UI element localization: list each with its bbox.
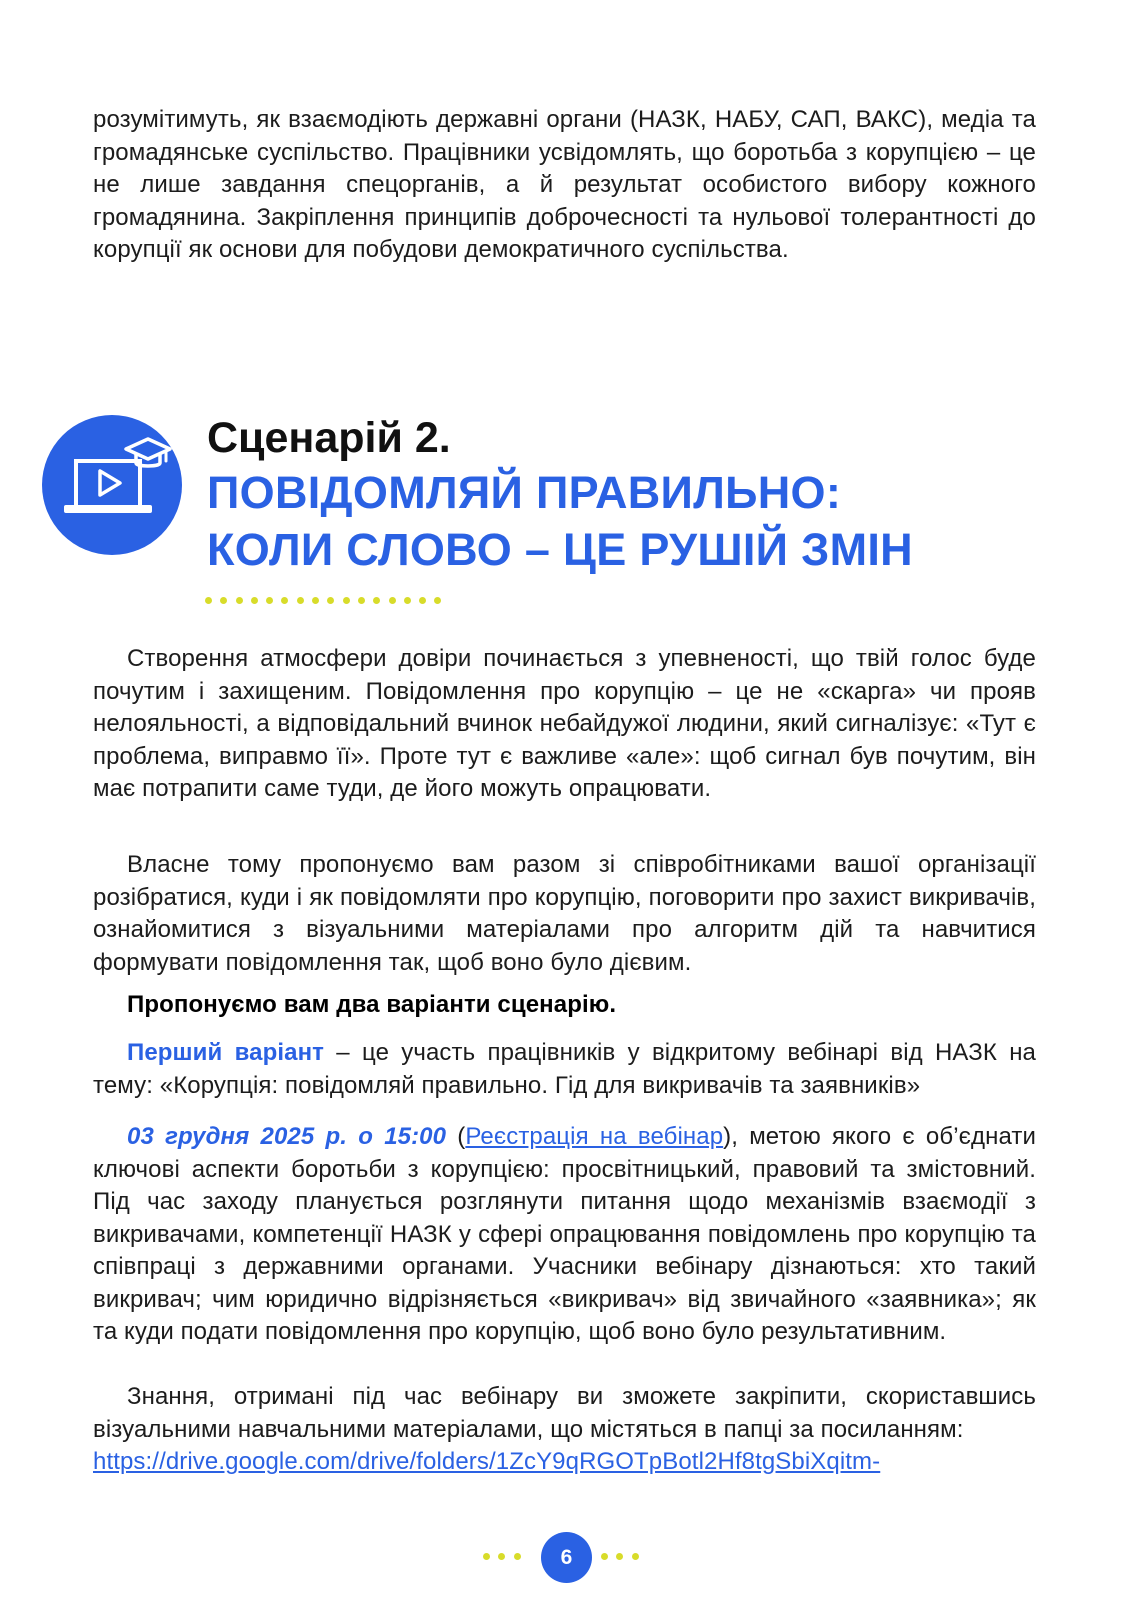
paragraph-knowledge xyxy=(93,1381,1036,1479)
webinar-text: ), метою якого є об’єднати ключові аспекти боротьби з корупцією: просвітницький, правовий та змістовний. Під час заходу планується розглянути питання щодо механізмів взаємодії з викривачами, компетенції НАЗК у сфері опрацювання повідомлень про корупцію та співпраці з державними органами. Учасники вебінару дізнаються: хто такий викривач; чим юридично відрізняється «викривач» від звичайного «заявника»; як та куди подати повідомлення про корупцію, щоб воно було результативним. xyxy=(93,1123,1036,1345)
intro-paragraph: розумітимуть, як взаємодіють державні органи (НАЗК, НАБУ, САП, ВАКС), медіа та громадянське суспільство. Працівники усвідомлять, що боротьба з корупцією – це не лише завдання спецорганів, а й результат особистого вибору кожного громадянина. Закріплення принципів доброчесності та нульової толерантності до корупції як основи для побудови демократичного суспільства. xyxy=(93,106,1036,263)
scenario-title-line-2: КОЛИ СЛОВО – ЦЕ РУШІЙ ЗМІН xyxy=(207,524,913,575)
drive-folder-link[interactable]: https://drive.google.com/drive/folders/1ZcY9qRGOTpBotl2Hf8tgSbiXqitm- xyxy=(93,1448,881,1475)
paragraph-trust: Створення атмосфери довіри починається з упевненості, що твій голос буде почутим і захищеним. Повідомлення про корупцію – це не «скарга» чи прояв нелояльності, а відповідальний вчинок небайдужої людини, який сигналізує: «Тут є проблема, виправмо її». Проте тут є важливе «але»: щоб сигнал був почутим, він має потрапити саме туди, де його можуть опрацювати. xyxy=(93,645,1036,802)
paragraph-propose: Власне тому пропонуємо вам разом зі співробітниками вашої організації розібратися, куди і як повідомляти про корупцію, поговорити про захист викривачів, ознайомитися з візуальними матеріалами про алгоритм дій та навчитися формувати повідомлення так, щоб воно було дієвим. xyxy=(93,851,1036,976)
scenario-title xyxy=(207,464,913,578)
paragraph-webinar xyxy=(93,1121,1036,1349)
scenario-label: Сценарій 2. xyxy=(207,414,451,462)
footer-dots-left xyxy=(483,1553,521,1560)
scenario-title-line-1: ПОВІДОМЛЯЙ ПРАВИЛЬНО: xyxy=(207,467,842,518)
webinar-open-paren: ( xyxy=(446,1123,466,1150)
footer-dots-right xyxy=(601,1553,639,1560)
header-dotted-divider xyxy=(205,597,441,604)
video-lesson-icon xyxy=(42,415,182,555)
webinar-date: 03 грудня 2025 р. о 15:00 xyxy=(127,1123,447,1150)
registration-link[interactable]: Реєстрація на вебінар xyxy=(465,1123,724,1150)
paragraph-first-variant xyxy=(93,1037,1036,1102)
variants-heading: Пропонуємо вам два варіанти сценарію. xyxy=(127,991,617,1018)
first-variant-text: – це участь працівників у відкритому вебінарі від НАЗК на тему: «Корупція: повідомляй правильно. Гід для викривачів та заявників» xyxy=(93,1039,1036,1099)
first-variant-label: Перший варіант xyxy=(127,1039,325,1066)
knowledge-text: Знання, отримані під час вебінару ви зможете закріпити, скориставшись візуальними навчальними матеріалами, що містяться в папці за посиланням: xyxy=(93,1383,1036,1443)
page-number: 6 xyxy=(541,1532,592,1583)
